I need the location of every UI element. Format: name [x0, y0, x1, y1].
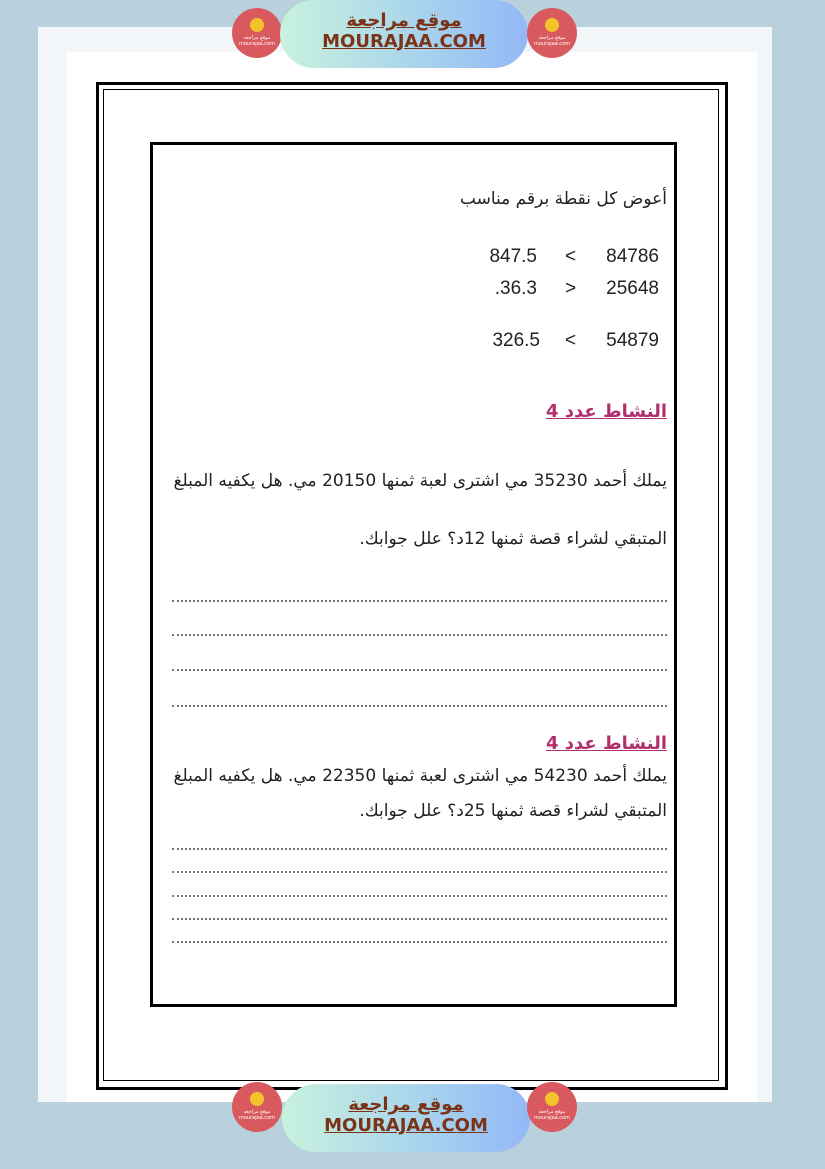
site-name-ar: موقع مراجعة — [346, 10, 462, 31]
activity-text: يملك أحمد 54230 مي اشترى لعبة ثمنها 22350 مي. هل يكفيه المبلغ — [173, 766, 667, 786]
answer-line — [172, 871, 667, 873]
activity-heading: النشاط عدد 4 — [545, 733, 667, 754]
answer-line — [172, 600, 667, 602]
logo-icon — [545, 1092, 559, 1106]
answer-line — [172, 848, 667, 850]
answer-line — [172, 634, 667, 636]
activity-text: المتبقي لشراء قصة ثمنها 25د؟ علل جوابك. — [359, 801, 667, 821]
number-left: 847.5 — [489, 246, 537, 267]
site-banner[interactable] — [282, 1084, 530, 1152]
logo-icon — [250, 1092, 264, 1106]
site-name-ar: موقع مراجعة — [348, 1094, 464, 1115]
logo-badge-right: موقع مراجعة mourajaa.com — [527, 8, 577, 58]
site-name-en: MOURAJAA.COM — [324, 1115, 488, 1136]
comparison-operator: > — [565, 278, 577, 299]
answer-line — [172, 918, 667, 920]
site-name-en: MOURAJAA.COM — [322, 31, 486, 52]
instruction: أعوض كل نقطة برقم مناسب — [459, 189, 667, 209]
activity-text: يملك أحمد 35230 مي اشترى لعبة ثمنها 20150 مي. هل يكفيه المبلغ — [173, 471, 667, 491]
logo-badge-left: موقع مراجعة mourajaa.com — [232, 1082, 282, 1132]
comparison-operator: < — [565, 330, 577, 351]
logo-icon — [545, 18, 559, 32]
answer-line — [172, 705, 667, 707]
activity-text: المتبقي لشراء قصة ثمنها 12د؟ علل جوابك. — [359, 529, 667, 549]
logo-badge-left: موقع مراجعة mourajaa.com — [232, 8, 282, 58]
site-banner[interactable] — [280, 0, 528, 68]
activity-heading: النشاط عدد 4 — [545, 401, 667, 422]
number-right: 54879 — [606, 330, 659, 351]
number-left: .36.3 — [494, 278, 537, 299]
comparison-operator: < — [565, 246, 577, 267]
logo-badge-right: موقع مراجعة mourajaa.com — [527, 1082, 577, 1132]
answer-line — [172, 941, 667, 943]
worksheet-box — [150, 142, 677, 1007]
logo-icon — [250, 18, 264, 32]
number-left: 326.5 — [492, 330, 540, 351]
number-right: 25648 — [606, 278, 659, 299]
answer-line — [172, 895, 667, 897]
number-right: 84786 — [606, 246, 659, 267]
answer-line — [172, 669, 667, 671]
